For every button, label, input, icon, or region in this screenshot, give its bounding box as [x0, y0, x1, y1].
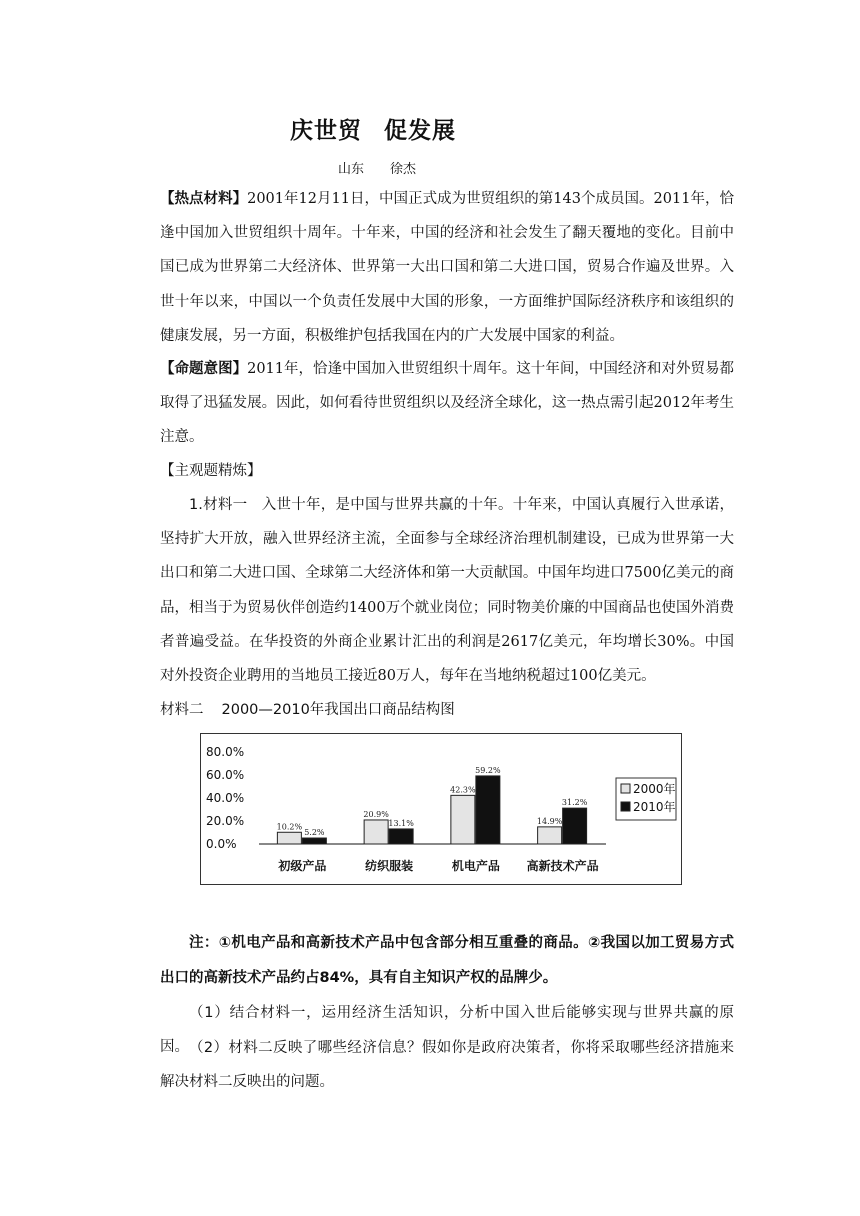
note-paragraph: 注：①机电产品和高新技术产品中包含部分相互重叠的商品。②我国以加工贸易方式出口的高新技术产品约占84%，具有自主知识产权的品牌少。 — [160, 935, 734, 986]
intent-body: 2011年，恰逢中国加入世贸组织十周年。这十年间，中国经济和对外贸易都取得了迅猛发展。因此，如何看待世贸组织以及经济全球化，这一热点需引起2012年考生注意。 — [160, 361, 735, 446]
chart-caption: 2000—2010年我国出口商品结构图 — [221, 702, 455, 718]
bar-2000年 — [451, 795, 475, 844]
section-heading: 【主观题精炼】 — [160, 463, 262, 479]
data-label: 10.2% — [276, 822, 303, 832]
x-category-label: 纺织服装 — [365, 859, 414, 873]
intent-heading: 【命题意图】 — [160, 361, 248, 377]
legend-entry: 2010年 — [633, 800, 676, 814]
author-line — [338, 158, 416, 177]
hot-material-heading: 【热点材料】 — [160, 191, 248, 207]
material-one-body: 入世十年，是中国与世界共赢的十年。十年来，中国认真履行入世承诺，坚持扩大开放，融入世界经济主流，全面参与全球经济治理机制建设，已成为世界第一大出口和第二大进口国、全球第二大经济体和第一大贡献国。中国年均进口7500亿美元的商品，相当于为贸易伙伴创造约1400万个就业岗位；同时物美价廉的中国商品也使国外消费者普遍受益。在华投资的外商企业累计汇出的利润是2617亿美元，年均增长30%。中国对外投资企业聘用的当地员工接近80万人，每年在当地纳税超过100亿美元。 — [160, 497, 735, 685]
page-title — [290, 112, 456, 145]
bar-2010年 — [302, 838, 326, 844]
material-two-label: 材料二 — [160, 702, 204, 718]
data-label: 14.9% — [536, 816, 563, 826]
y-tick-label: 0.0% — [206, 837, 237, 851]
bar-2000年 — [538, 827, 562, 844]
bar-2000年 — [277, 832, 301, 844]
legend-entry: 2000年 — [633, 782, 676, 796]
title-part-2: 促发展 — [384, 118, 456, 144]
x-category-label: 高新技术产品 — [526, 859, 599, 873]
chart-svg — [201, 734, 681, 884]
legend-swatch — [621, 784, 630, 793]
y-tick-label: 80.0% — [206, 745, 245, 759]
question-one: （1）结合材料一，运用经济生活知识，分析中国入世后能够实现与世界共赢的原因。 — [160, 1005, 734, 1055]
legend-swatch — [621, 802, 630, 811]
bar-2010年 — [389, 829, 413, 844]
intent-paragraph — [160, 352, 734, 455]
bar-2010年 — [476, 776, 500, 844]
data-label: 13.1% — [388, 818, 414, 828]
export-structure-chart — [200, 733, 682, 885]
data-label: 5.2% — [304, 828, 325, 838]
bar-2010年 — [563, 808, 587, 844]
x-category-label: 机电产品 — [451, 859, 500, 873]
hot-material-body: 2001年12月11日，中国正式成为世贸组织的第143个成员国。2011年，恰逢中国加入世贸组织十周年。十年来，中国的经济和社会发生了翻天覆地的变化。目前中国已成为世界第二大经济体、世界第一大出口国和第二大进口国，贸易合作遍及世界。入世十年以来，中国以一个负责任发展中大国的形象，一方面维护国际经济秩序和该组织的健康发展，另一方面，积极维护包括我国在内的广大发展中国家的利益。 — [160, 191, 734, 344]
author-name: 徐杰 — [390, 162, 417, 177]
x-category-label: 初级产品 — [278, 859, 327, 873]
material-one-paragraph — [160, 488, 734, 693]
y-tick-label: 40.0% — [206, 791, 245, 805]
author-region: 山东 — [338, 162, 365, 177]
y-tick-label: 20.0% — [206, 814, 245, 828]
question-two: （2）材料二反映了哪些经济信息？假如你是政府决策者，你将采取哪些经济措施来解决材料二反映出的问题。 — [160, 1040, 734, 1090]
data-label: 59.2% — [475, 765, 501, 775]
data-label: 31.2% — [561, 798, 588, 808]
material-two-line — [160, 698, 455, 719]
data-label: 20.9% — [363, 809, 389, 819]
data-label: 42.3% — [450, 785, 476, 795]
title-part-1: 庆世贸 — [290, 118, 362, 144]
material-one-label: 1.材料一 — [189, 497, 248, 513]
y-tick-label: 60.0% — [206, 768, 245, 782]
hot-material-paragraph — [160, 182, 734, 353]
bar-2000年 — [364, 820, 388, 844]
